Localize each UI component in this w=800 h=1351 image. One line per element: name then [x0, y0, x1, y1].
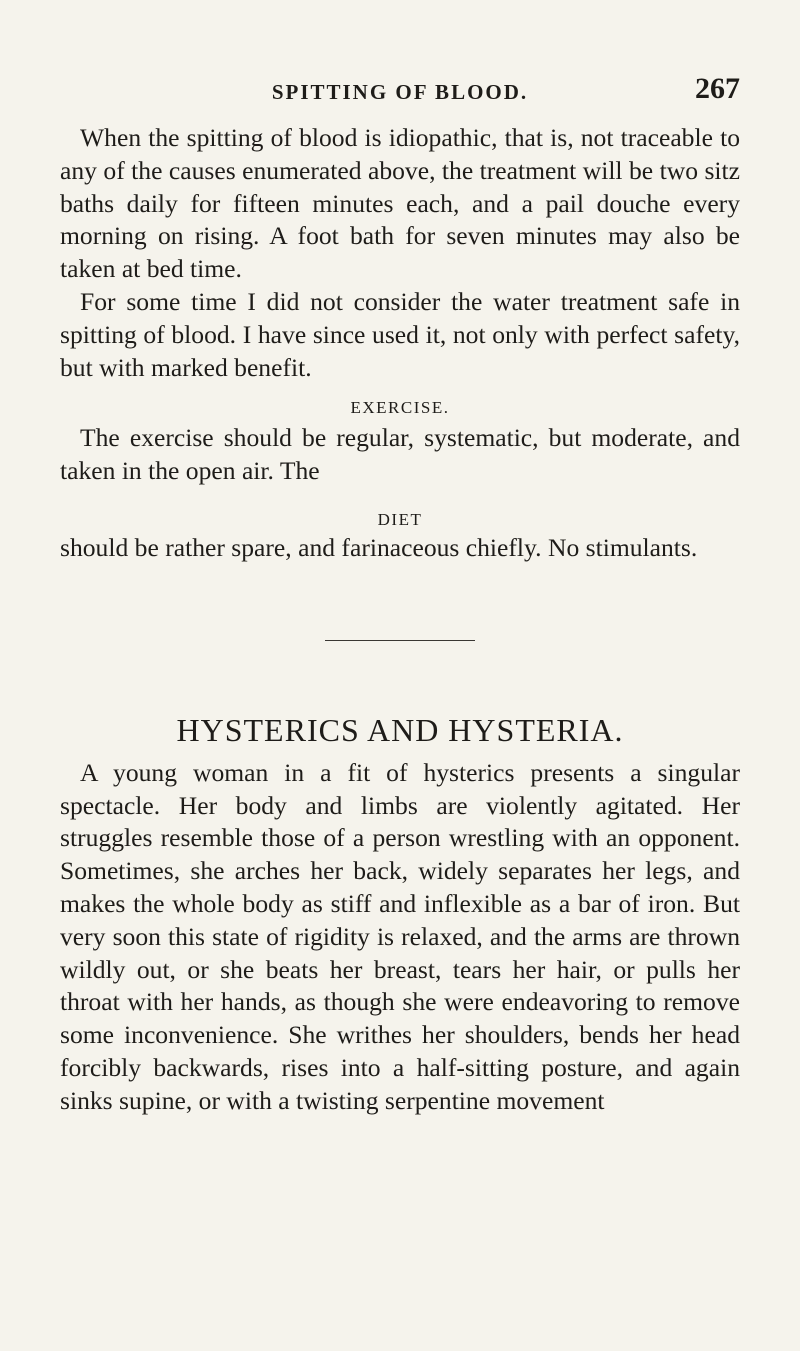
subhead-exercise: EXERCISE.: [350, 398, 450, 418]
paragraph-exercise: The exercise should be regular, systematic, but moderate, and taken in the open air. The: [60, 423, 740, 486]
section-divider: [325, 640, 475, 641]
section-title-hysterics: HYSTERICS AND HYSTERIA.: [176, 711, 624, 748]
paragraph-diet: should be rather spare, and farinaceous chiefly. No stimulants.: [60, 532, 698, 562]
page-number: 267: [695, 72, 740, 105]
running-title: SPITTING OF BLOOD.: [271, 80, 529, 104]
book-page: [60, 72, 740, 1118]
paragraph-hysterics: A young woman in a fit of hysterics presents a singular spectacle. Her body and limbs are violently agitated. Her struggles resemble those of a person wrestling with an opponent. Sometimes, she arches her back, widely separates her legs, and makes the whole body as stiff and inflexible as a bar of iron. But very soon this state of rigidity is relaxed, and the arms are thrown wildly out, or she beats her breast, tears her hair, or pulls her throat with her hands, as though she were endeavoring to remove some inconvenience. She writhes her shoulders, bends her head forcibly backwards, rises into a half-sitting posture, and again sinks supine, or with a twisting serpentine movement: [60, 757, 740, 1115]
paragraph-idiopathic-treatment: When the spitting of blood is idiopathic, that is, not traceable to any of the causes enumerated above, the treatment will be two sitz baths daily for fifteen minutes each, and a pail douche every morning on rising. A foot bath for seven minutes may also be taken at bed time.: [60, 123, 740, 284]
running-head: [60, 72, 740, 112]
paragraph-water-treatment: For some time I did not consider the water treatment safe in spitting of blood. I have since used it, not only with perfect safety, but with marked benefit.: [60, 286, 740, 382]
subhead-diet: DIET: [377, 509, 423, 529]
